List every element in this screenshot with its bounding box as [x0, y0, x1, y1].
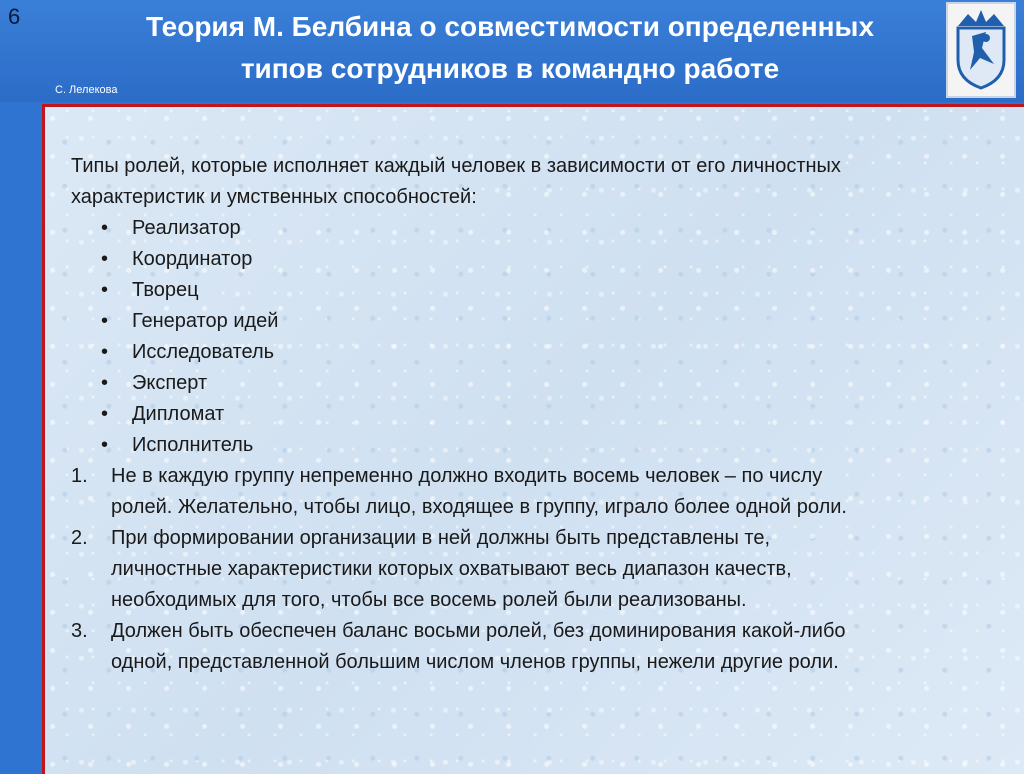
slide-number: 6	[8, 4, 21, 29]
intro-text	[71, 151, 991, 213]
list-item: • Исполнитель	[71, 430, 991, 461]
list-item: • Генератор идей	[71, 306, 991, 337]
item-line: одной, представленной большим числом членов группы, нежели другие роли.	[111, 651, 839, 673]
list-item: • Творец	[71, 275, 991, 306]
slide-body	[71, 151, 991, 678]
list-item: • Эксперт	[71, 368, 991, 399]
author-name: С. Лелекова	[55, 84, 118, 96]
numbered-item	[71, 523, 991, 616]
roles-list	[71, 213, 991, 461]
item-line: Должен быть обеспечен баланс восьми ролей, без доминирования какой-либо	[111, 620, 846, 642]
item-number: 3.	[71, 620, 88, 642]
list-item: • Координатор	[71, 244, 991, 275]
item-line: Не в каждую группу непременно должно входить восемь человек – по числу	[111, 465, 823, 487]
list-item: • Исследователь	[71, 337, 991, 368]
slide-header	[0, 0, 1024, 102]
list-item: • Дипломат	[71, 399, 991, 430]
title-line-2: типов сотрудников в командно работе	[240, 53, 780, 84]
item-line: личностные характеристики которых охватывают весь диапазон качеств,	[111, 558, 792, 580]
item-number: 2.	[71, 527, 88, 549]
item-number: 1.	[71, 465, 88, 487]
intro-line-1: Типы ролей, которые исполняет каждый человек в зависимости от его личностных	[71, 155, 841, 177]
item-line: ролей. Желательно, чтобы лицо, входящее в группу, играло более одной роли.	[111, 496, 847, 518]
list-item: • Реализатор	[71, 213, 991, 244]
item-line: При формировании организации в ней должны быть представлены те,	[111, 527, 770, 549]
title-line-1: Теория М. Белбина о совместимости определенных	[145, 11, 875, 42]
emblem-icon	[950, 8, 1012, 92]
numbered-item	[71, 461, 991, 523]
slide-title	[80, 6, 940, 90]
intro-line-2: характеристик и умственных способностей:	[71, 186, 477, 208]
university-logo	[946, 2, 1016, 98]
item-line: необходимых для того, чтобы все восемь ролей были реализованы.	[111, 589, 747, 611]
numbered-item	[71, 616, 991, 678]
numbered-points	[71, 461, 991, 678]
content-panel	[42, 104, 1024, 774]
